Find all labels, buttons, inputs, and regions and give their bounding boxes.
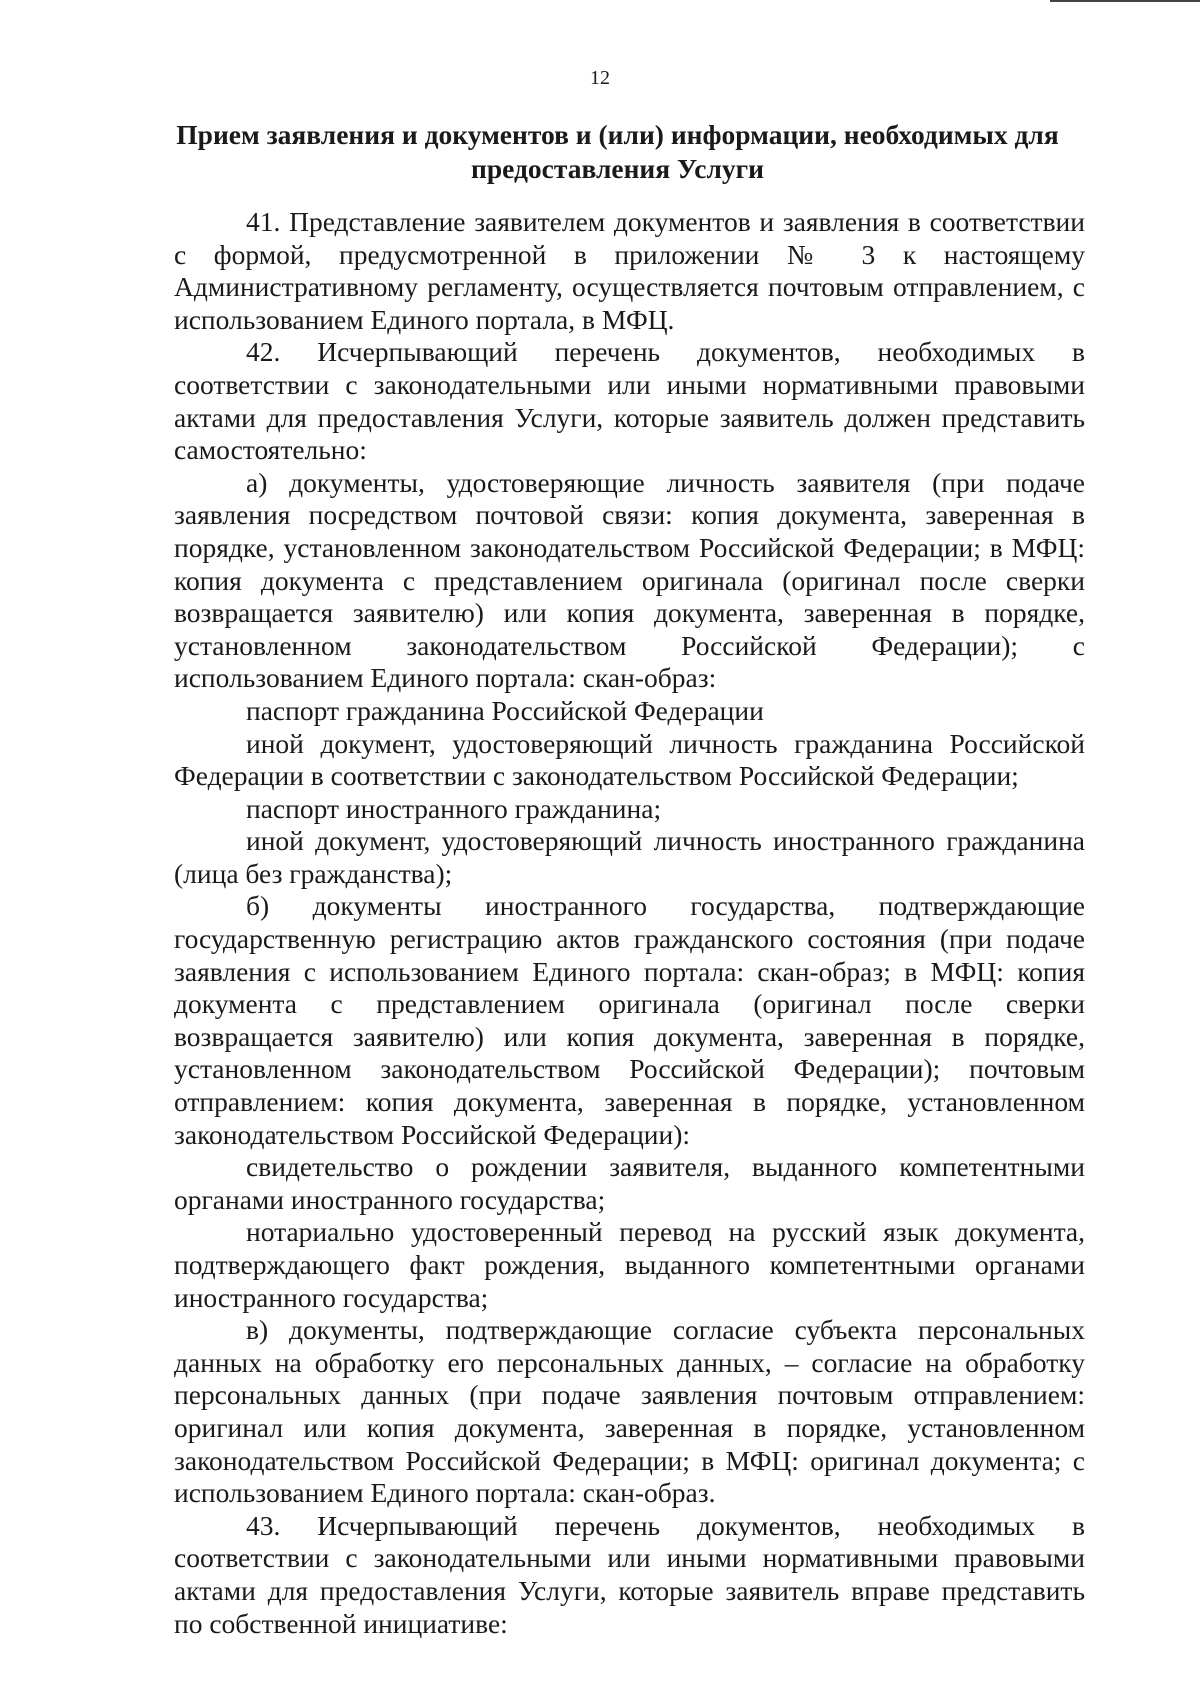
paragraph-43: 43. Исчерпывающий перечень документов, необходимых в соответствии с законодательными или иными нормативными правовыми актами для предоставления Услуги, которые заявитель вправе представить по собственной инициативе: [174,1509,1085,1639]
section-title: Прием заявления и документов и (или) информации, необходимых для предоставления Услуги [176,119,1059,184]
list-item-notarized-translation: нотариально удостоверенный перевод на русский язык документа, подтверждающего факт рождения, выданного компетентными органами иностранного государства; [174,1216,1085,1313]
list-item-other-id-rf: иной документ, удостоверяющий личность гражданина Российской Федерации в соответствии с законодательством Российской Федерации; [174,727,1085,792]
paragraph-42-b: б) документы иностранного государства, подтверждающие государственную регистрацию актов гражданского состояния (при подаче заявления с использованием Единого портала: скан-образ; в МФЦ: копия документа с представлением оригинала (оригинал после сверки возвращается заявителю) или копия документа, заверенная в порядке, установленном законодательством Российской Федерации); почтовым отправлением: копия документа, заверенная в порядке, установленном законодательством Российской Федерации): [174,890,1085,1150]
paragraph-42-a: а) документы, удостоверяющие личность заявителя (при подаче заявления посредством почтовой связи: копия документа, заверенная в порядке, установленном законодательством Российской Федерации; в МФЦ: копия документа с представлением оригинала (оригинал после сверки возвращается заявителю) или копия документа, заверенная в порядке, установленном законодательством Российской Федерации); с использованием Единого портала: скан-образ: [174,466,1085,694]
page-number: 12 [590,67,610,89]
list-item-foreign-passport: паспорт иностранного гражданина; [246,792,662,824]
paragraph-41: 41. Представление заявителем документов и заявления в соответствии с формой, предусмотренной в приложении № 3 к настоящему Административному регламенту, осуществляется почтовым отправлением, с использованием Единого портала, в МФЦ. [174,206,1085,335]
paragraph-42-v: в) документы, подтверждающие согласие субъекта персональных данных на обработку его персональных данных, – согласие на обработку персональных данных (при подаче заявления почтовым отправлением: оригинал или копия документа, заверенная в порядке, установленном законодательством Российской Федерации; в МФЦ: оригинал документа; с использованием Единого портала: скан-образ. [174,1314,1085,1509]
document-body [174,206,1085,1640]
list-item-birth-certificate: свидетельство о рождении заявителя, выданного компетентными органами иностранного государства; [174,1151,1085,1215]
list-item-passport-rf: паспорт гражданина Российской Федерации [246,694,764,726]
scan-edge-line [1050,0,1200,2]
list-item-foreign-id: иной документ, удостоверяющий личность иностранного гражданина (лица без гражданства); [174,825,1085,889]
paragraph-42: 42. Исчерпывающий перечень документов, необходимых в соответствии с законодательными или иными нормативными правовыми актами для предоставления Услуги, которые заявитель должен представить самостоятельно: [174,336,1085,466]
